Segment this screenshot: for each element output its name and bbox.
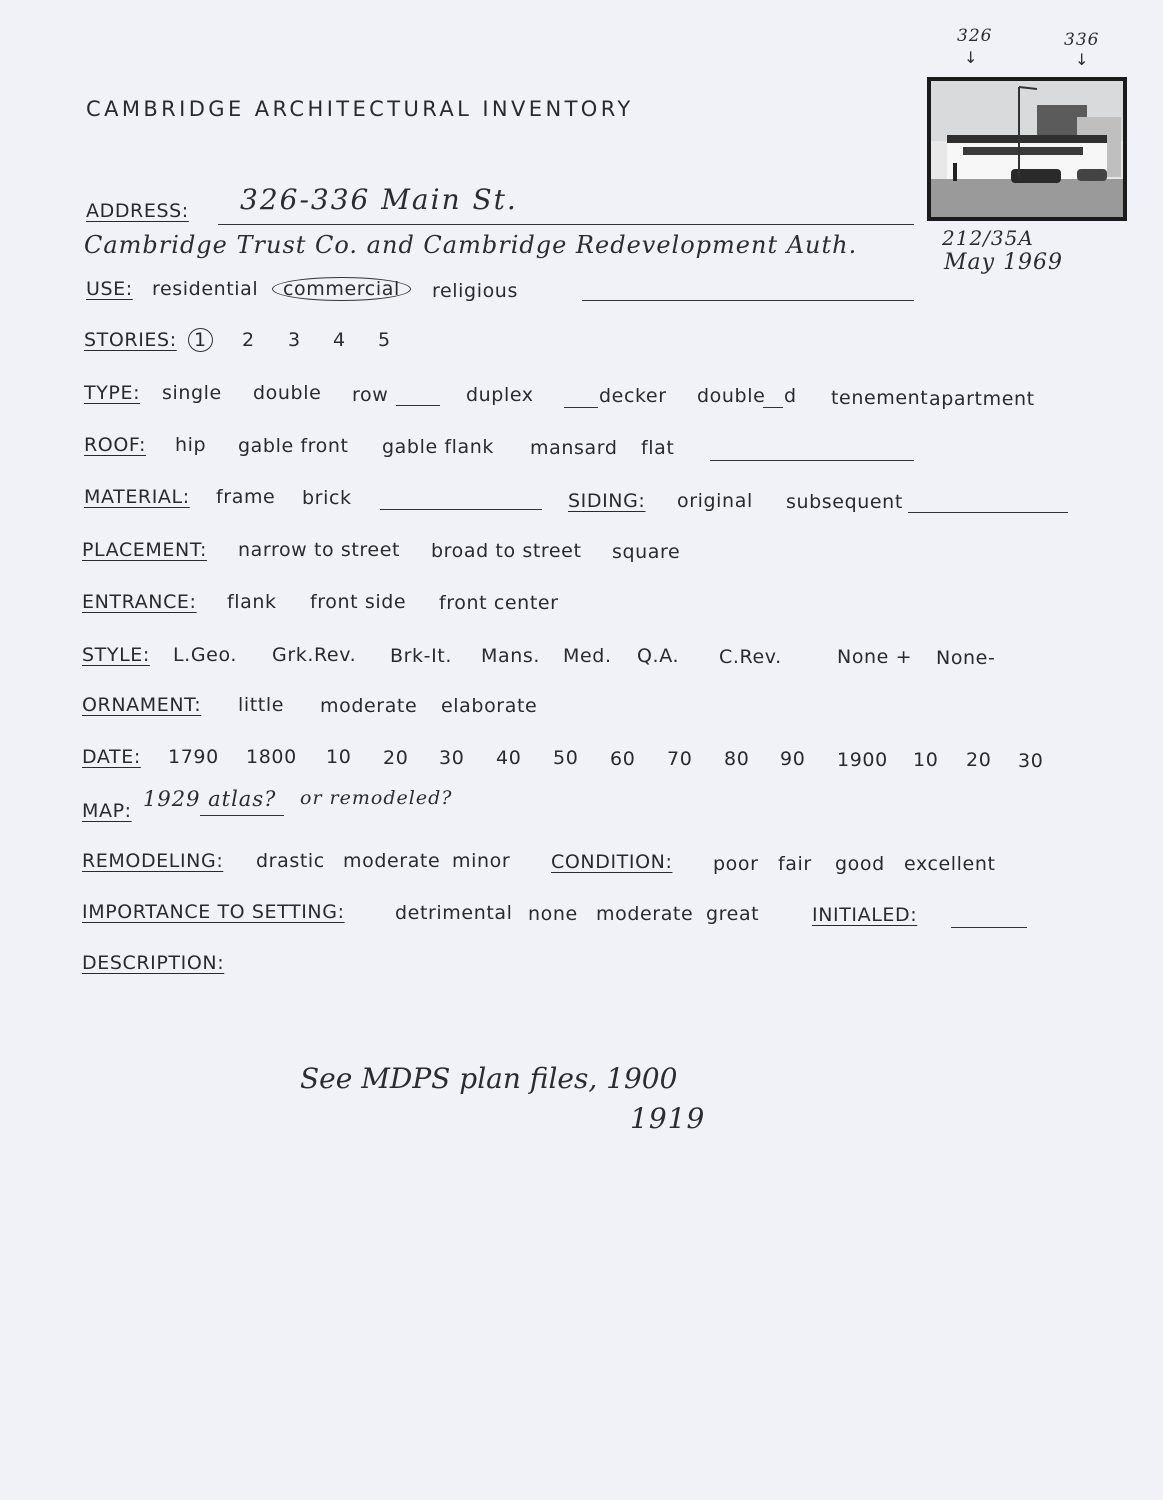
date-1800: 1800 [246, 746, 297, 768]
date-70: 70 [667, 748, 693, 770]
style-label: STYLE: [82, 644, 150, 666]
date-80: 80 [724, 748, 750, 770]
condition-poor: poor [713, 853, 759, 875]
stories-5: 5 [378, 329, 391, 351]
address-label: ADDRESS: [86, 200, 189, 222]
placement-broad: broad to street [431, 540, 582, 562]
map-label: MAP: [82, 800, 132, 822]
description-note-line2: 1919 [630, 1102, 706, 1135]
use-residential: residential [152, 278, 259, 300]
importance-none: none [528, 903, 578, 925]
style-none-plus: None + [837, 646, 913, 668]
ornament-elaborate: elaborate [441, 695, 538, 717]
use-other-line [582, 300, 914, 301]
form-title: CAMBRIDGE ARCHITECTURAL INVENTORY [86, 97, 634, 121]
entrance-front-center: front center [439, 592, 559, 614]
description-note-line1: See MDPS plan files, 1900 [300, 1062, 678, 1095]
type-double-d-line [763, 407, 783, 408]
ornament-little: little [238, 694, 285, 716]
photo-date: May 1969 [944, 250, 1064, 275]
style-med: Med. [563, 645, 612, 667]
date-40: 40 [496, 747, 522, 769]
map-note-atlas: 1929 atlas? [143, 787, 277, 811]
siding-original: original [677, 490, 753, 512]
type-double: double [253, 382, 322, 404]
roof-flat: flat [641, 437, 675, 459]
ornament-label: ORNAMENT: [82, 694, 202, 716]
style-brkit: Brk-It. [390, 645, 452, 667]
type-tenement: tenement [831, 387, 929, 409]
roof-gable-flank: gable flank [382, 436, 495, 458]
initialed-line [951, 927, 1027, 928]
date-90: 90 [780, 748, 806, 770]
roof-hip: hip [175, 434, 207, 456]
material-brick: brick [302, 487, 352, 509]
style-crev: C.Rev. [719, 646, 782, 668]
type-row-line [396, 405, 440, 406]
stories-1-circled: 1 [188, 328, 213, 352]
type-row: row [352, 384, 389, 406]
style-grkrev: Grk.Rev. [272, 644, 357, 666]
remodeling-label: REMODELING: [82, 850, 224, 872]
stories-4: 4 [333, 329, 346, 351]
use-commercial-circled: commercial [272, 277, 411, 301]
importance-moderate: moderate [596, 903, 694, 925]
type-d: d [784, 385, 797, 407]
entrance-flank: flank [227, 591, 277, 613]
type-decker-line [564, 407, 598, 408]
style-lgeo: L.Geo. [173, 644, 237, 666]
address-value: 326-336 Main St. [240, 183, 518, 216]
stories-2: 2 [242, 329, 255, 351]
entrance-front-side: front side [310, 591, 407, 613]
placement-label: PLACEMENT: [82, 539, 207, 561]
date-1910: 10 [913, 749, 939, 771]
condition-label: CONDITION: [551, 851, 673, 873]
roof-label: ROOF: [84, 434, 146, 456]
siding-other-line [908, 512, 1068, 513]
condition-fair: fair [778, 853, 812, 875]
type-single: single [162, 382, 222, 404]
owner-name: Cambridge Trust Co. and Cambridge Redevelopment Auth. [84, 231, 858, 259]
description-label: DESCRIPTION: [82, 952, 225, 974]
building-photo-image [927, 77, 1127, 221]
placement-narrow: narrow to street [238, 539, 401, 561]
remodeling-drastic: drastic [256, 850, 325, 872]
material-label: MATERIAL: [84, 486, 190, 508]
material-other-line [380, 509, 542, 510]
placement-square: square [612, 541, 681, 563]
date-60: 60 [610, 748, 636, 770]
use-religious: religious [432, 280, 518, 302]
material-frame: frame [216, 486, 276, 508]
negative-id: 212/35A [942, 226, 1034, 250]
down-arrow-icon: ↓ [1075, 50, 1089, 69]
stories-label: STORIES: [84, 329, 177, 351]
date-30: 30 [439, 747, 465, 769]
date-1790: 1790 [168, 746, 219, 768]
use-label: USE: [86, 278, 133, 300]
date-20: 20 [383, 747, 409, 769]
remodeling-moderate: moderate [343, 850, 441, 872]
down-arrow-icon: ↓ [964, 48, 978, 67]
roof-gable-front: gable front [238, 435, 349, 457]
importance-great: great [706, 903, 760, 925]
photo-left-number: 326 [957, 26, 993, 46]
type-apartment: apartment [929, 388, 1035, 410]
remodeling-minor: minor [452, 850, 511, 872]
condition-excellent: excellent [904, 853, 996, 875]
entrance-label: ENTRANCE: [82, 591, 197, 613]
date-10: 10 [326, 746, 352, 768]
map-note-underline [200, 815, 284, 816]
type-double-decker: double [697, 385, 766, 407]
type-decker: decker [599, 385, 667, 407]
initialed-label: INITIALED: [812, 904, 918, 926]
date-1930: 30 [1018, 750, 1044, 772]
type-duplex: duplex [466, 384, 534, 406]
style-mans: Mans. [481, 645, 541, 667]
roof-other-line [710, 460, 914, 461]
photo-right-number: 336 [1064, 30, 1100, 50]
building-photo [927, 77, 1127, 221]
condition-good: good [835, 853, 885, 875]
stories-3: 3 [288, 329, 301, 351]
importance-label: IMPORTANCE TO SETTING: [82, 901, 345, 923]
type-label: TYPE: [84, 382, 141, 404]
style-none-minus: None- [936, 647, 996, 669]
siding-label: SIDING: [568, 490, 646, 512]
date-50: 50 [553, 747, 579, 769]
style-qa: Q.A. [637, 645, 680, 667]
importance-detrimental: detrimental [395, 902, 513, 924]
ornament-moderate: moderate [320, 695, 418, 717]
map-note-remodeled: or remodeled? [300, 787, 453, 809]
address-line [218, 224, 914, 225]
siding-subsequent: subsequent [786, 491, 903, 513]
date-label: DATE: [82, 746, 141, 768]
date-1900: 1900 [837, 749, 888, 771]
date-1920: 20 [966, 749, 992, 771]
roof-mansard: mansard [530, 437, 618, 459]
